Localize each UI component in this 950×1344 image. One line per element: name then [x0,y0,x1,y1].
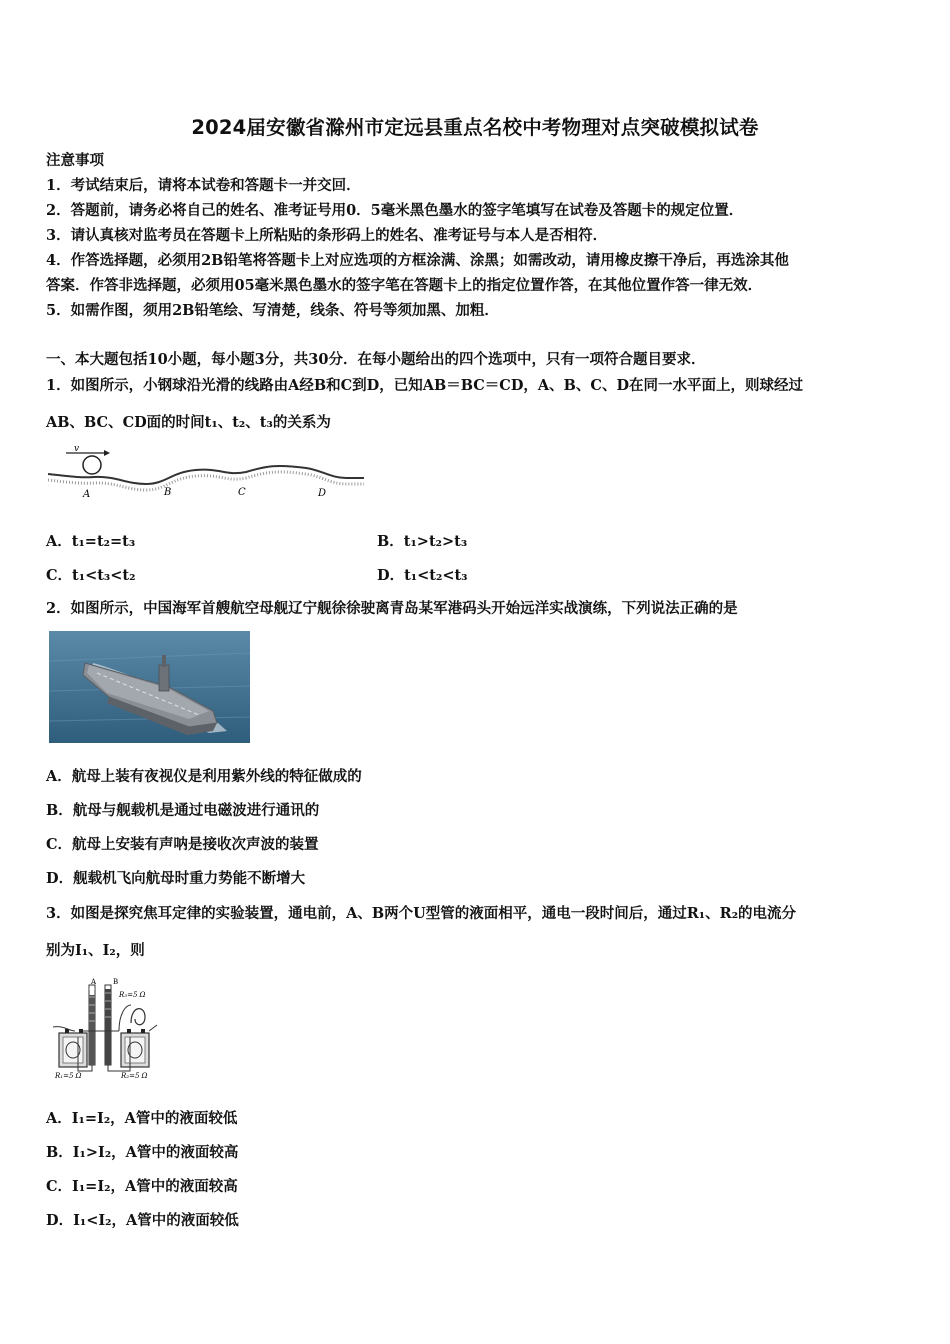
q2-option-c[interactable]: C．航母上安装有声呐是接收次声波的装置 [46,836,319,853]
section-heading: 一、本大题包括10小题，每小题3分，共30分．在每小题给出的四个选项中，只有一项符合题目要求． [46,351,706,368]
exam-title: 2024届安徽省滁州市定远县重点名校中考物理对点突破模拟试卷 [191,116,759,139]
point-d-label: D [318,488,327,499]
resistor-r2-label: R₂=5 Ω [121,1072,148,1080]
q1-stem-line1: 1．如图所示，小钢球沿光滑的线路由A经B和C到D，已知AB＝BC＝CD，A、B、C、D在同一水平面上，则球经过 [46,377,804,394]
notice-item: 4．作答选择题，必须用2B铅笔将答题卡上对应选项的方框涂满、涂黑；如需改动，请用橡皮擦干净后，再选涂其他 [46,252,789,269]
q3-option-b[interactable]: B．I₁>I₂，A管中的液面较高 [46,1144,239,1161]
q1-stem-line2: AB、BC、CD面的时间t₁、t₂、t₃的关系为 [46,414,331,431]
point-a-label: A [83,489,91,500]
velocity-label: v [74,444,80,454]
tube-b-label: B [113,978,119,986]
q2-stem: 2．如图所示，中国海军首艘航空母舰辽宁舰徐徐驶离青岛某军港码头开始远洋实战演练，下列说法正确的是 [46,600,738,617]
q2-option-d[interactable]: D．舰载机飞向航母时重力势能不断增大 [46,870,306,887]
resistor-r1-label: R₁=5 Ω [55,1072,82,1080]
q3-stem-line1: 3．如图是探究焦耳定律的实验装置，通电前，A、B两个U型管的液面相平，通电一段时间后，通过R₁、R₂的电流分 [46,905,797,922]
notice-item: 答案．作答非选择题，必须用05毫米黑色墨水的签字笔在答题卡上的指定位置作答，在其他位置作答一律无效． [46,277,763,294]
q2-option-a[interactable]: A．航母上装有夜视仪是利用紫外线的特征做成的 [46,768,362,785]
q1-option-b[interactable]: B．t₁>t₂>t₃ [377,533,468,550]
q1-option-c[interactable]: C．t₁<t₃<t₂ [46,567,136,584]
notice-item: 3．请认真核对监考员在答题卡上所粘贴的条形码上的姓名、准考证号与本人是否相符． [46,227,608,244]
q3-option-c[interactable]: C．I₁=I₂，A管中的液面较高 [46,1178,238,1195]
resistor-r3-label: R₃=5 Ω [119,991,146,999]
q3-option-d[interactable]: D．I₁<I₂，A管中的液面较低 [46,1212,239,1229]
joule-law-apparatus [49,975,161,1083]
notice-item: 5．如需作图，须用2B铅笔绘、写清楚，线条、符号等须加黑、加粗． [46,302,499,319]
q1-option-a[interactable]: A．t₁=t₂=t₃ [46,533,136,550]
aircraft-carrier-photo [49,631,250,743]
q2-option-b[interactable]: B．航母与舰载机是通过电磁波进行通讯的 [46,802,320,819]
tube-a-label: A [91,978,97,986]
q1-track-figure [46,442,368,506]
notice-item: 2．答题前，请务必将自己的姓名、准考证号用0．5毫米黑色墨水的签字笔填写在试卷及答题卡的规定位置． [46,202,744,219]
q3-stem-line2: 别为I₁、I₂，则 [46,942,145,959]
point-c-label: C [238,487,246,498]
notice-item: 1．考试结束后，请将本试卷和答题卡一并交回． [46,177,361,194]
q3-option-a[interactable]: A．I₁=I₂，A管中的液面较低 [46,1110,238,1127]
steel-ball [83,456,101,474]
notice-heading: 注意事项 [46,152,104,169]
q1-option-d[interactable]: D．t₁<t₂<t₃ [377,567,468,584]
point-b-label: B [164,487,172,498]
